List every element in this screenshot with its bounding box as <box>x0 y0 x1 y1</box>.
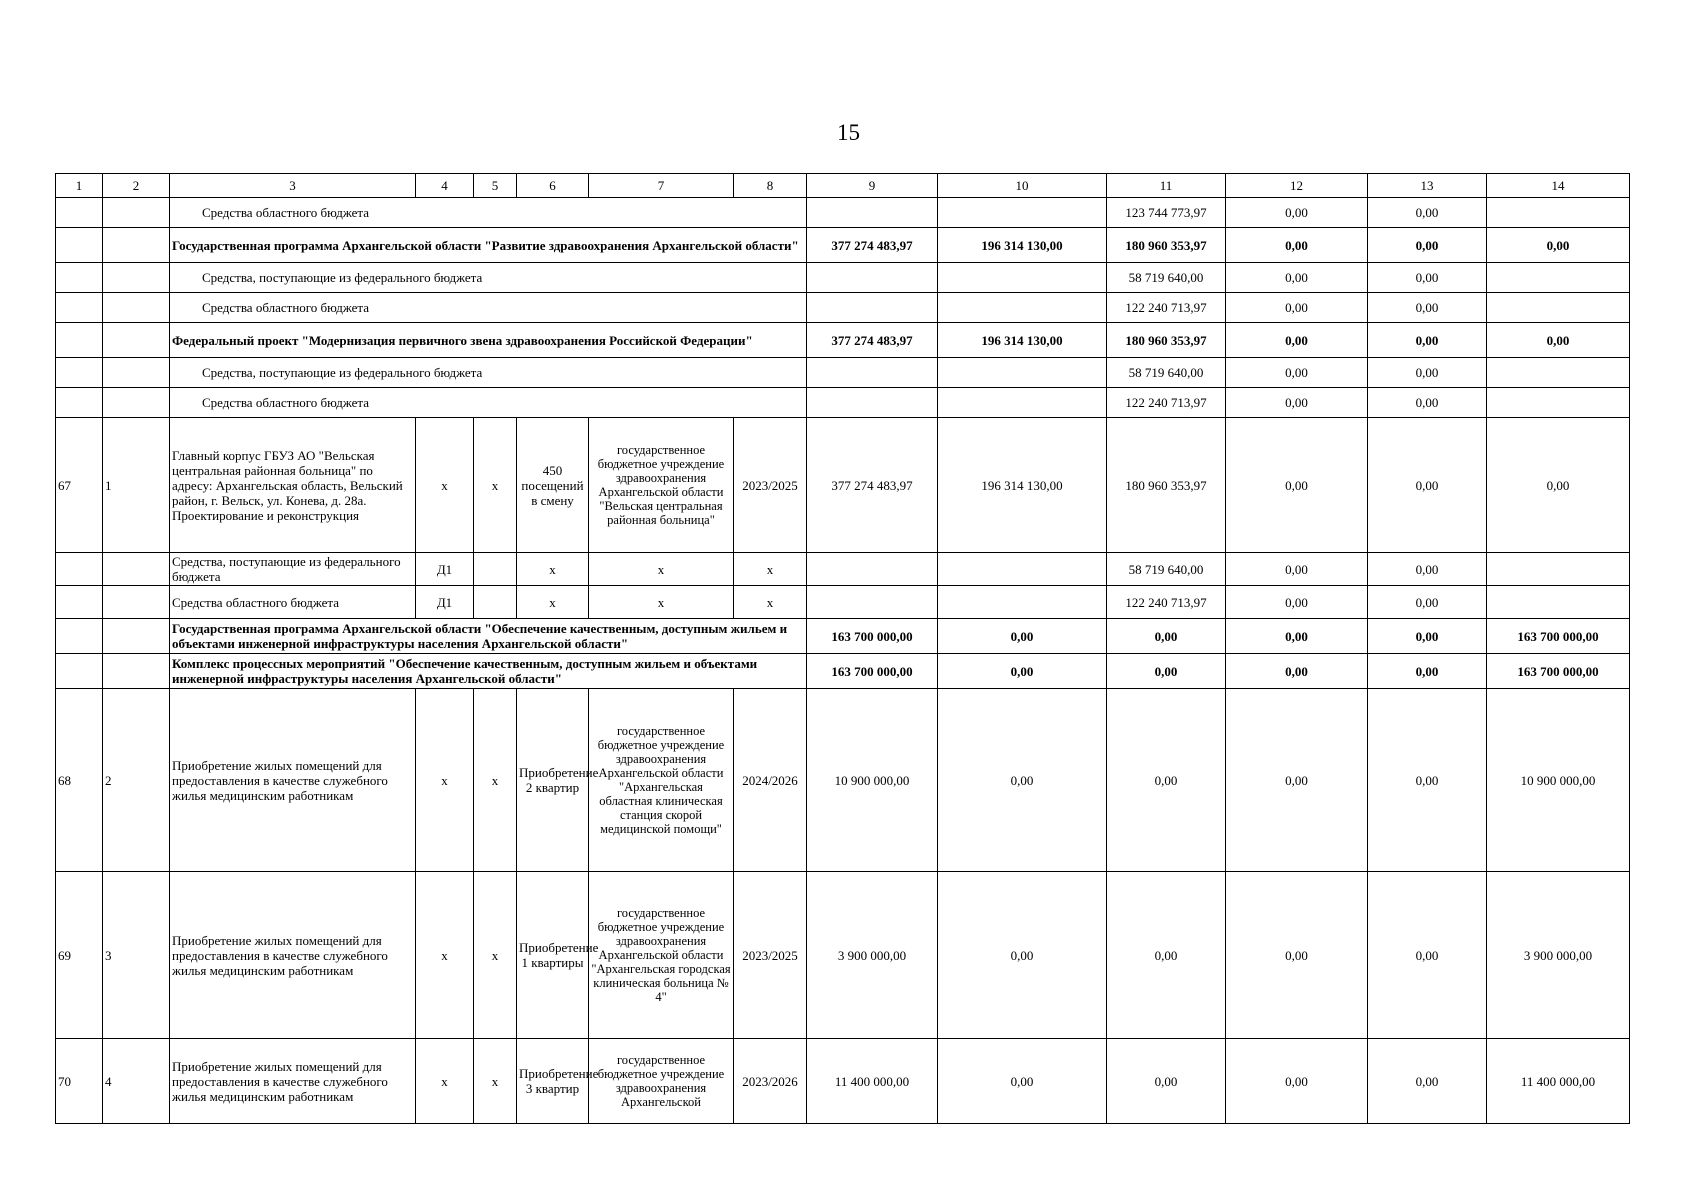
cell-col-12: 0,00 <box>1226 388 1368 418</box>
column-number-13: 13 <box>1368 174 1487 198</box>
cell-col-13: 0,00 <box>1368 553 1487 586</box>
cell-col-1 <box>56 263 103 293</box>
cell-col-10 <box>938 586 1107 619</box>
cell-col-14: 163 700 000,00 <box>1487 654 1630 689</box>
cell-col-11: 180 960 353,97 <box>1107 323 1226 358</box>
budget-table <box>55 173 1630 1124</box>
cell-col-14 <box>1487 553 1630 586</box>
row-number: 68 <box>56 689 103 872</box>
cell-col-11: 123 744 773,97 <box>1107 198 1226 228</box>
capacity: 450 посещений в смену <box>517 418 589 553</box>
cell-col-12: 0,00 <box>1226 689 1368 872</box>
cell-col-11: 0,00 <box>1107 1039 1226 1124</box>
cell-col-11: 0,00 <box>1107 619 1226 654</box>
cell-col-13: 0,00 <box>1368 872 1487 1039</box>
capacity: Приобретение 2 квартир <box>517 689 589 872</box>
cell-col-13: 0,00 <box>1368 586 1487 619</box>
table-row-item <box>56 418 1630 553</box>
funding-source-label: Средства, поступающие из федерального бюджета <box>170 553 416 586</box>
cell-col-9 <box>807 586 938 619</box>
cell-col-10 <box>938 358 1107 388</box>
cell-col-9 <box>807 358 938 388</box>
header-row <box>56 174 1630 198</box>
cell-col-14 <box>1487 198 1630 228</box>
cell-col-12: 0,00 <box>1226 358 1368 388</box>
funding-source-label: Средства областного бюджета <box>170 198 807 228</box>
cell-col-2 <box>103 228 170 263</box>
cell-col-13: 0,00 <box>1368 358 1487 388</box>
cell-col-14: 0,00 <box>1487 323 1630 358</box>
cell-col-5: x <box>474 689 517 872</box>
column-number-7: 7 <box>589 174 734 198</box>
cell-col-11: 122 240 713,97 <box>1107 388 1226 418</box>
funding-source-label: Средства, поступающие из федерального бюджета <box>170 358 807 388</box>
column-number-5: 5 <box>474 174 517 198</box>
cell-col-10 <box>938 263 1107 293</box>
cell-col-12: 0,00 <box>1226 293 1368 323</box>
table-row-item <box>56 689 1630 872</box>
cell-col-11: 0,00 <box>1107 654 1226 689</box>
cell-col-12: 0,00 <box>1226 228 1368 263</box>
column-number-2: 2 <box>103 174 170 198</box>
cell-col-11: 58 719 640,00 <box>1107 358 1226 388</box>
cell-col-12: 0,00 <box>1226 586 1368 619</box>
period: 2023/2025 <box>734 872 807 1039</box>
cell-col-14: 10 900 000,00 <box>1487 689 1630 872</box>
column-number-12: 12 <box>1226 174 1368 198</box>
cell-col-1 <box>56 228 103 263</box>
customer-organization: государственное бюджетное учреждение здравоохранения Архангельской <box>589 1039 734 1124</box>
column-number-6: 6 <box>517 174 589 198</box>
cell-col-9 <box>807 293 938 323</box>
object-name: Приобретение жилых помещений для предоставления в качестве служебного жилья медицинским работникам <box>170 689 416 872</box>
cell-col-12: 0,00 <box>1226 654 1368 689</box>
column-number-1: 1 <box>56 174 103 198</box>
cell-col-12: 0,00 <box>1226 263 1368 293</box>
cell-col-2 <box>103 293 170 323</box>
table-row-item <box>56 1039 1630 1124</box>
cell-col-2 <box>103 358 170 388</box>
cell-col-13: 0,00 <box>1368 619 1487 654</box>
cell-col-10: 0,00 <box>938 619 1107 654</box>
cell-col-9: 377 274 483,97 <box>807 323 938 358</box>
cell-col-9: 163 700 000,00 <box>807 654 938 689</box>
column-number-11: 11 <box>1107 174 1226 198</box>
object-name: Главный корпус ГБУЗ АО "Вельская центральная районная больница" по адресу: Архангельская область, Вельский район, г. Вельск, ул. Конева, д. 28а. Проектирование и реконструкция <box>170 418 416 553</box>
program-title: Государственная программа Архангельской области "Обеспечение качественным, доступным жильем и объектами инженерной инфраструктуры населения Архангельской области" <box>170 619 807 654</box>
column-number-4: 4 <box>416 174 474 198</box>
object-name: Приобретение жилых помещений для предоставления в качестве служебного жилья медицинским работникам <box>170 1039 416 1124</box>
column-number-3: 3 <box>170 174 416 198</box>
column-number-14: 14 <box>1487 174 1630 198</box>
cell-col-10: 0,00 <box>938 689 1107 872</box>
cell-col-12: 0,00 <box>1226 323 1368 358</box>
cell-col-11: 58 719 640,00 <box>1107 263 1226 293</box>
cell-col-9: 163 700 000,00 <box>807 619 938 654</box>
cell-col-7: x <box>589 553 734 586</box>
cell-col-5 <box>474 586 517 619</box>
item-number: 1 <box>103 418 170 553</box>
row-number: 67 <box>56 418 103 553</box>
row-number: 70 <box>56 1039 103 1124</box>
cell-col-11: 0,00 <box>1107 689 1226 872</box>
cell-col-14: 3 900 000,00 <box>1487 872 1630 1039</box>
cell-col-9 <box>807 388 938 418</box>
cell-col-12: 0,00 <box>1226 619 1368 654</box>
item-number: 2 <box>103 689 170 872</box>
cell-col-2 <box>103 654 170 689</box>
customer-organization: государственное бюджетное учреждение здравоохранения Архангельской области "Архангельская городская клиническая больница № 4" <box>589 872 734 1039</box>
funding-source-label: Средства областного бюджета <box>170 586 416 619</box>
cell-col-5: x <box>474 872 517 1039</box>
cell-col-4: Д1 <box>416 553 474 586</box>
cell-col-10 <box>938 198 1107 228</box>
cell-col-10: 0,00 <box>938 1039 1107 1124</box>
cell-col-12: 0,00 <box>1226 553 1368 586</box>
cell-col-7: x <box>589 586 734 619</box>
cell-col-10 <box>938 388 1107 418</box>
cell-col-13: 0,00 <box>1368 293 1487 323</box>
cell-col-11: 180 960 353,97 <box>1107 228 1226 263</box>
cell-col-12: 0,00 <box>1226 198 1368 228</box>
cell-col-1 <box>56 586 103 619</box>
item-number: 4 <box>103 1039 170 1124</box>
cell-col-2 <box>103 198 170 228</box>
table-row-item <box>56 872 1630 1039</box>
column-number-10: 10 <box>938 174 1107 198</box>
program-title: Федеральный проект "Модернизация первичного звена здравоохранения Российской Федерации" <box>170 323 807 358</box>
cell-col-14: 11 400 000,00 <box>1487 1039 1630 1124</box>
cell-col-10 <box>938 293 1107 323</box>
cell-col-4: x <box>416 1039 474 1124</box>
table-row-funding <box>56 263 1630 293</box>
cell-col-12: 0,00 <box>1226 872 1368 1039</box>
cell-col-10 <box>938 553 1107 586</box>
cell-col-1 <box>56 553 103 586</box>
cell-col-6: x <box>517 586 589 619</box>
cell-col-13: 0,00 <box>1368 689 1487 872</box>
period: 2024/2026 <box>734 689 807 872</box>
cell-col-12: 0,00 <box>1226 418 1368 553</box>
object-name: Приобретение жилых помещений для предоставления в качестве служебного жилья медицинским работникам <box>170 872 416 1039</box>
row-number: 69 <box>56 872 103 1039</box>
cell-col-1 <box>56 619 103 654</box>
cell-col-13: 0,00 <box>1368 263 1487 293</box>
cell-col-4: x <box>416 689 474 872</box>
cell-col-11: 122 240 713,97 <box>1107 586 1226 619</box>
cell-col-14 <box>1487 293 1630 323</box>
cell-col-13: 0,00 <box>1368 654 1487 689</box>
cell-col-1 <box>56 358 103 388</box>
cell-col-2 <box>103 553 170 586</box>
cell-col-4: x <box>416 418 474 553</box>
cell-col-6: x <box>517 553 589 586</box>
column-number-8: 8 <box>734 174 807 198</box>
cell-col-1 <box>56 654 103 689</box>
cell-col-1 <box>56 293 103 323</box>
cell-col-1 <box>56 198 103 228</box>
cell-col-9: 377 274 483,97 <box>807 228 938 263</box>
table-row-funding <box>56 586 1630 619</box>
period: 2023/2025 <box>734 418 807 553</box>
table-row-program <box>56 228 1630 263</box>
page-number: 15 <box>837 120 860 145</box>
table-row-program <box>56 619 1630 654</box>
capacity: Приобретение 3 квартир <box>517 1039 589 1124</box>
table-row-funding <box>56 358 1630 388</box>
customer-organization: государственное бюджетное учреждение здравоохранения Архангельской области "Вельская центральная районная больница" <box>589 418 734 553</box>
cell-col-1 <box>56 323 103 358</box>
cell-col-2 <box>103 619 170 654</box>
cell-col-11: 0,00 <box>1107 872 1226 1039</box>
cell-col-14 <box>1487 263 1630 293</box>
cell-col-10: 196 314 130,00 <box>938 228 1107 263</box>
cell-col-10: 196 314 130,00 <box>938 418 1107 553</box>
cell-col-10: 0,00 <box>938 872 1107 1039</box>
cell-col-14: 0,00 <box>1487 418 1630 553</box>
funding-source-label: Средства областного бюджета <box>170 388 807 418</box>
cell-col-8: x <box>734 553 807 586</box>
cell-col-8: x <box>734 586 807 619</box>
table-row-program <box>56 654 1630 689</box>
cell-col-9: 3 900 000,00 <box>807 872 938 1039</box>
cell-col-9 <box>807 263 938 293</box>
table-row-funding <box>56 553 1630 586</box>
cell-col-13: 0,00 <box>1368 228 1487 263</box>
item-number: 3 <box>103 872 170 1039</box>
cell-col-13: 0,00 <box>1368 388 1487 418</box>
cell-col-4: x <box>416 872 474 1039</box>
cell-col-10: 0,00 <box>938 654 1107 689</box>
program-title: Комплекс процессных мероприятий "Обеспечение качественным, доступным жильем и объектами инженерной инфраструктуры населения Архангельской области" <box>170 654 807 689</box>
capacity: Приобретение 1 квартиры <box>517 872 589 1039</box>
cell-col-9 <box>807 553 938 586</box>
cell-col-11: 122 240 713,97 <box>1107 293 1226 323</box>
cell-col-5: x <box>474 1039 517 1124</box>
cell-col-13: 0,00 <box>1368 323 1487 358</box>
table-row-funding <box>56 293 1630 323</box>
column-number-9: 9 <box>807 174 938 198</box>
table-row-funding <box>56 388 1630 418</box>
cell-col-12: 0,00 <box>1226 1039 1368 1124</box>
cell-col-13: 0,00 <box>1368 198 1487 228</box>
cell-col-4: Д1 <box>416 586 474 619</box>
funding-source-label: Средства, поступающие из федерального бюджета <box>170 263 807 293</box>
cell-col-14: 163 700 000,00 <box>1487 619 1630 654</box>
cell-col-2 <box>103 323 170 358</box>
customer-organization: государственное бюджетное учреждение здравоохранения Архангельской области "Архангельская областная клиническая станция скорой медицинской помощи" <box>589 689 734 872</box>
cell-col-13: 0,00 <box>1368 1039 1487 1124</box>
cell-col-13: 0,00 <box>1368 418 1487 553</box>
cell-col-9 <box>807 198 938 228</box>
cell-col-14 <box>1487 358 1630 388</box>
program-title: Государственная программа Архангельской области "Развитие здравоохранения Архангельской области" <box>170 228 807 263</box>
cell-col-2 <box>103 586 170 619</box>
table-row-program <box>56 323 1630 358</box>
cell-col-14 <box>1487 388 1630 418</box>
funding-source-label: Средства областного бюджета <box>170 293 807 323</box>
cell-col-9: 377 274 483,97 <box>807 418 938 553</box>
cell-col-14: 0,00 <box>1487 228 1630 263</box>
cell-col-11: 58 719 640,00 <box>1107 553 1226 586</box>
cell-col-9: 11 400 000,00 <box>807 1039 938 1124</box>
cell-col-5 <box>474 553 517 586</box>
cell-col-2 <box>103 263 170 293</box>
cell-col-5: x <box>474 418 517 553</box>
table-row-funding <box>56 198 1630 228</box>
cell-col-2 <box>103 388 170 418</box>
cell-col-9: 10 900 000,00 <box>807 689 938 872</box>
cell-col-14 <box>1487 586 1630 619</box>
cell-col-1 <box>56 388 103 418</box>
cell-col-11: 180 960 353,97 <box>1107 418 1226 553</box>
period: 2023/2026 <box>734 1039 807 1124</box>
cell-col-10: 196 314 130,00 <box>938 323 1107 358</box>
